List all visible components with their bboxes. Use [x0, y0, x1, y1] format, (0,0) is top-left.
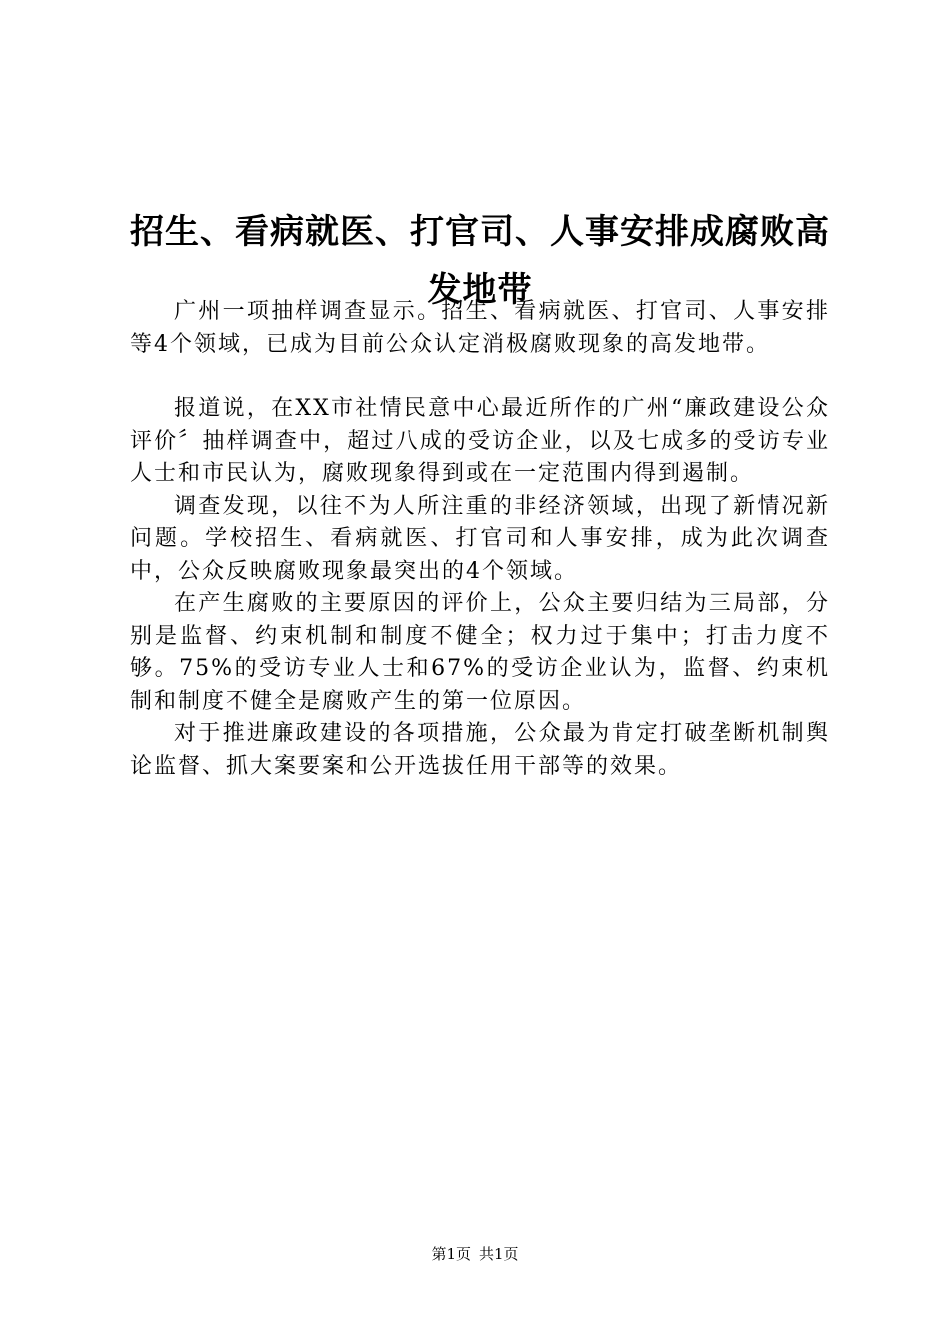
paragraph-3: 调查发现，以往不为人所注重的非经济领域，出现了新情况新问题。学校招生、看病就医、打官司和人事安排，成为此次调查中，公众反映腐败现象最突出的4个领域。 [130, 493, 830, 584]
paragraph-4: 在产生腐败的主要原因的评价上，公众主要归结为三局部，分别是监督、约束机制和制度不健全；权力过于集中；打击力度不够。75%的受访专业人士和67%的受访企业认为，监督、约束机制和制度不健全是腐败产生的第一位原因。 [130, 591, 830, 714]
page-number-current: 第1页 [431, 1245, 471, 1263]
title-line-2: 发地带 [427, 269, 533, 310]
paragraph-1: 广州一项抽样调查显示。招生、看病就医、打官司、人事安排等4个领域，已成为目前公众认定消极腐败现象的高发地带。 [130, 299, 830, 357]
page-footer [0, 1244, 950, 1264]
paragraph-5: 对于推进廉政建设的各项措施，公众最为肯定打破垄断机制舆论监督、抓大案要案和公开选拔任用干部等的效果。 [130, 721, 830, 779]
paragraph-2: 报道说，在XX市社情民意中心最近所作的广州“廉政建设公众评价〞抽样调查中，超过八成的受访企业，以及七成多的受访专业人士和市民认为，腐败现象得到或在一定范围内得到遏制。 [130, 396, 830, 486]
title-line-1: 招生、看病就医、打官司、人事安排成腐败高 [130, 211, 830, 252]
document-body [130, 296, 830, 783]
page-number-total: 共1页 [479, 1245, 519, 1263]
